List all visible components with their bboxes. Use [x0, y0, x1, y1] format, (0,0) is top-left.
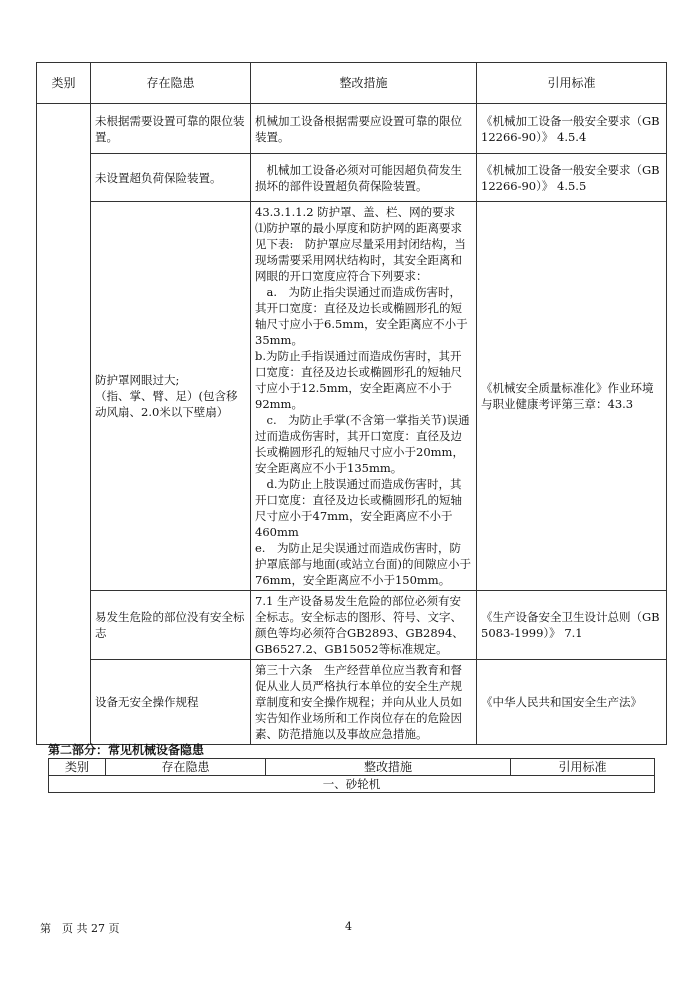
standard-cell: 《中华人民共和国安全生产法》 — [477, 660, 667, 745]
header-hazard: 存在隐患 — [91, 63, 251, 104]
footer-page-number: 4 — [345, 920, 352, 933]
part2-title: 第二部分：常见机械设备隐患 — [48, 743, 205, 757]
measure-cell: 机械加工设备根据需要应设置可靠的限位装置。 — [251, 104, 477, 154]
part2-header-hazard: 存在隐患 — [106, 759, 266, 776]
standard-cell: 《机械加工设备一般安全要求（GB 12266-90）》 4.5.4 — [477, 104, 667, 154]
part2-header-measure: 整改措施 — [266, 759, 511, 776]
hazard-cell: 未设置超负荷保险装置。 — [91, 154, 251, 202]
table-row — [37, 660, 667, 745]
measure-cell: 机械加工设备必须对可能因超负荷发生损坏的部件设置超负荷保险装置。 — [251, 154, 477, 202]
footer-page-info: 第 页 共 27 页 — [40, 922, 120, 935]
part2-table — [48, 758, 655, 793]
hazard-cell: 防护罩网眼过大; （指、掌、臂、足）(包含移动风扇、2.0米以下壁扇） — [91, 202, 251, 591]
category-cell — [37, 104, 91, 745]
hazard-cell: 未根据需要设置可靠的限位装置。 — [91, 104, 251, 154]
measure-cell: 第三十六条 生产经营单位应当教育和督促从业人员严格执行本单位的安全生产规章制度和安全操作规程；并向从业人员如实告知作业场所和工作岗位存在的危险因素、防范措施以及事故应急措施。 — [251, 660, 477, 745]
table-header-row — [37, 63, 667, 104]
standard-cell: 《机械安全质量标准化》作业环境与职业健康考评第三章：43.3 — [477, 202, 667, 591]
hazard-cell: 易发生危险的部位没有安全标志 — [91, 591, 251, 660]
table-row — [37, 104, 667, 154]
standard-cell: 《机械加工设备一般安全要求（GB 12266-90）》 4.5.5 — [477, 154, 667, 202]
header-standard: 引用标准 — [477, 63, 667, 104]
part2-header-standard: 引用标准 — [511, 759, 655, 776]
table-row — [37, 591, 667, 660]
header-category: 类别 — [37, 63, 91, 104]
header-measure: 整改措施 — [251, 63, 477, 104]
part2-section-row — [49, 776, 655, 793]
measure-cell: 7.1 生产设备易发生危险的部位必须有安全标志。安全标志的图形、符号、文字、颜色等均必须符合GB2893、GB2894、GB6527.2、GB15052等标准规定。 — [251, 591, 477, 660]
part2-header-row — [49, 759, 655, 776]
standard-cell: 《生产设备安全卫生设计总则（GB 5083-1999）》 7.1 — [477, 591, 667, 660]
section-title: 一、砂轮机 — [49, 776, 655, 793]
hazard-table — [36, 62, 667, 745]
measure-cell: 43.3.1.1.2 防护罩、盖、栏、网的要求 ⑴防护罩的最小厚度和防护网的距离要求见下表: 防护罩应尽量采用封闭结构，当现场需要采用网状结构时，其安全距离和网眼的开口宽度应符合下列要求： a. 为防止指尖误通过而造成伤害时，其开口宽度：直径及边长或椭圆形孔的短轴尺寸应小于6.5mm，安全距离应不小于35mm。 b.为防止手指误通过而造成伤害时，其开口宽度：直径及边长或椭圆形孔的短轴尺寸应小于12.5mm，安全距离应不小于92mm。 c. 为防止手掌(不含第一掌指关节)误通过而造成伤害时，其开口宽度：直径及边长或椭圆形孔的短轴尺寸应小于20mm，安全距离应不小于135mm。 d.为防止上肢误通过而造成伤害时，其开口宽度：直径及边长或椭圆形孔的短轴尺寸应小于47mm，安全距离应不小于460mm e. 为防止足尖误通过而造成伤害时，防护罩底部与地面(或站立台面)的间隙应小于76mm，安全距离应不小于150mm。 — [251, 202, 477, 591]
table-row — [37, 202, 667, 591]
table-row — [37, 154, 667, 202]
part2-header-category: 类别 — [49, 759, 106, 776]
hazard-cell: 设备无安全操作规程 — [91, 660, 251, 745]
